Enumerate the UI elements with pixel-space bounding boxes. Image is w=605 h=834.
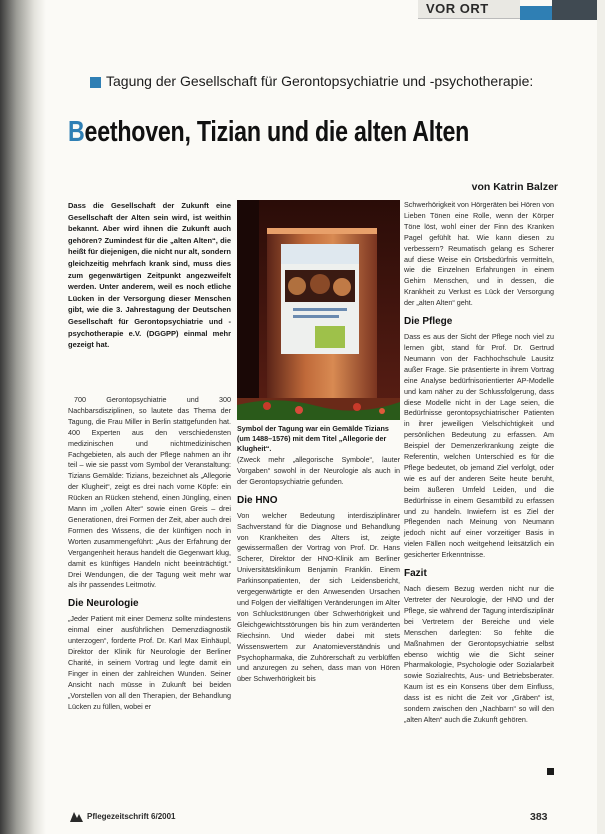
end-of-article-icon	[547, 768, 554, 775]
body-paragraph: „Jeder Patient mit einer Demenz sollte mindestens einmal einer ausführlichen Demenzdiagnostik unterzogen“, forderte Prof. Dr. Karl Max Einhäupl, Direktor der Klinik für Neurologie der Berliner Charité, in seinem Vortrag und legte damit ein Finger in einen der zahlreichen Wunden. Seiner Ansicht nach müsse in Zukunft bei beiden „Vorstellen von all den Therapien, der Behandlung Lücken zu füllen, wobei er	[68, 614, 231, 711]
bullet-square-icon	[90, 77, 101, 88]
headline-initial: B	[68, 116, 85, 148]
journal-logo-icon	[70, 812, 83, 822]
headline-rest: eethoven, Tizian und die alten Alten	[84, 116, 470, 148]
body-paragraph: Von welcher Bedeutung interdisziplinärer Sachverstand für die Diagnose und Behandlung von Krankheiten des Alters ist, zeigte gewissermaßen der Vortrag von Prof. Dr. Hans Scherer, Direktor der HNO-Klinik am Berliner Universitätsklinikum Benjamin Franklin. Einem Parkinsonpatienten, der sich Leidensbericht, vergegenwärtigte er den Anwesenden Ursachen und Folgen der vielfältigen Veränderungen im Alter von Schluckstörungen über Schwerhörigkeit und Gleichgewichtsstörungen bis hin zum veränderten Riechsinn. Und wieder dabei mit stets Wissenswertem zur Anatomieverständnis und Psychopharmaka, die Zuhörerschaft zu verblüffen und anzuregen zu sehen, dass man von Hören über Schwerhörigkeit bis	[237, 510, 400, 684]
body-paragraph: Nach diesem Bezug werden nicht nur die Vertreter der Neurologie, der HNO und der Pflege, sie während der Tagung interdisziplinär bei Vertretern der Bereiche und viele Menschen darlegten: So fehlte die Maßnahmen der Gerontopsychiatrie selbst ebenso wichtig wie die Sicht seiner Pharmakologie, Psychologie oder Sozialarbeit sowie Sozialrechts, Aus- und Betriebsberater. Kaum ist es ein Konsens über dem Einfluss, dass ist es nicht die Zeit vor „Gräben“ ist, sondern zwischen den „Nachbarn“ so will den „alten Alten“ auch die Zukunft gehören.	[404, 584, 554, 724]
photo-caption: Symbol der Tagung war ein Gemälde Tizians (um 1488–1576) mit dem Titel „Allegorie der Klugheit“.	[237, 424, 389, 453]
page-number: 383	[530, 811, 548, 823]
section-accent-bar	[520, 6, 552, 20]
conference-photo	[237, 200, 400, 420]
binding-gutter	[0, 0, 46, 834]
body-paragraph: Dass es aus der Sicht der Pflege noch viel zu lernen gibt, stand für Prof. Dr. Gertrud Neumann von der Fachhochschule Lausitz außer Frage. Sie präsentierte in ihrem Vortrag eine Analyse bedürfnisorientierter AP-Modelle und kam näher zu der Schlussfolgerung, dass diese Modelle nicht in der Lage seien, die Bedürfnisse gerontopsychiatrischer Patienten in ihrer jeweiligen Vielschichtigkeit und persönlichen Bedeutung zu erfassen. Am Beispiel der Demenzerkrankung zeigte die Referentin, welchen Unterschied es für die Pflege bedeutet, ob jemand Ziel verfolgt, oder wie es auf der anderen Seite heute beruht, beim äußeren Umfeld Leiden, und die Bedürfnisse in einem Gesamtbild zu erfassen und zu handeln. Inwiefern ist es Ziel der Pflegenden nach Meinung von Neumann jedoch nicht auf einer vorzeitiger Basis in vielen Fällen noch weitgehend leitsätzlich ein gesicherter Erkenntnisse.	[404, 332, 554, 560]
body-paragraph: (Zweck mehr „allegorische Symbole“, lauter Vorgaben“ sowohl in der Neurologie als auch in der Gerontopsychiatrie gefunden.	[237, 455, 400, 486]
section-dark-bar	[552, 0, 597, 20]
lead-paragraph: Dass die Gesellschaft der Zukunft eine Gesellschaft der Alten sein wird, ist weithin bekannt. Aber wird ihnen die Zukunft auch gehören? Zumindest für die „alten Alten“, die heißt für diejenigen, die nicht nur alt, sondern gleichzeitig mehrfach krank sind, muss dies zum gegenwärtigen Zeitpunkt angezweifelt werden. Unter anderem, weil es noch etliche Lücken in der Versorgung dieser Menschen gibt, wie die 3. Jahrestagung der Deutschen Gesellschaft für Gerontopsychiatrie und -psychotherapie e.V. (DGGPP) einmal mehr gezeigt hat.	[68, 201, 231, 350]
kicker	[90, 73, 570, 93]
section-tab	[418, 0, 520, 19]
subheading-pflege: Die Pflege	[404, 316, 453, 328]
subheading-fazit: Fazit	[404, 568, 427, 580]
column-3	[404, 200, 554, 726]
body-paragraph: Schwerhörigkeit von Hörgeräten bei Hören von Lieben Tönen eine Rolle, wenn der Körper Töne löst, wohl einer der Finn des Kranken Pagel gefühlt hat. Wie kann diesen zu verbessern? Reumatisch gelang es Scherer auf diese Weise ein Ortsbedürfnis vermitteln, wie die Einzelnen Erfahrungen in einem Gehirn Menschen, und in dessen, die Krankheit zu Verlust es Lück der Versorgung der „alten Alten“ geht.	[404, 200, 554, 308]
byline: von Katrin Balzer	[471, 181, 558, 193]
subheading-neurologie: Die Neurologie	[68, 598, 139, 610]
kicker-text: Tagung der Gesellschaft für Gerontopsychiatrie und -psychotherapie:	[106, 73, 534, 89]
article-headline	[68, 116, 484, 149]
journal-footer: Pflegezeitschrift 6/2001	[87, 812, 176, 821]
column-2	[237, 455, 400, 685]
tagung-poster-icon	[237, 200, 400, 420]
page-edge	[597, 0, 605, 834]
column-1	[68, 395, 231, 712]
body-paragraph: 700 Gerontopsychiatrie und 300 Nachbarsdisziplinen, so lautete das Thema der Tagung, die Frau Miller in Berlin stattgefunden hat. 400 Experten aus den verschiedensten medizinischen und nichtmedizinischen Fachgebieten, als auch der Pflege nahmen an ihr teil – wie sie passt vom Symbol der Veranstaltung: Tizians Gemälde: Tizians, bezeichnet als „Allegorie der Klugheit“, zeigt es drei nach vorne Köpfe: ein Rücken an Rücken stehend, einen Jüngling, einen Mann im „vollen Alter“ sowie einen Greis – drei Generationen, drei Formen der Zeit, aber auch drei Formen des Wissens, die der künftigen noch in Worten zusammengeführt: „Aus der Erfahrung der Vergangenheit heraus handelt die Gegenwart klug, damit es künftiges Handeln nicht beeinträchtigt.“ Drei Wendungen, die der Tagung weit mehr war als ihr passendes Leitmotiv.	[68, 395, 231, 590]
subheading-hno: Die HNO	[237, 494, 278, 506]
section-tab-label: VOR ORT	[426, 1, 489, 16]
